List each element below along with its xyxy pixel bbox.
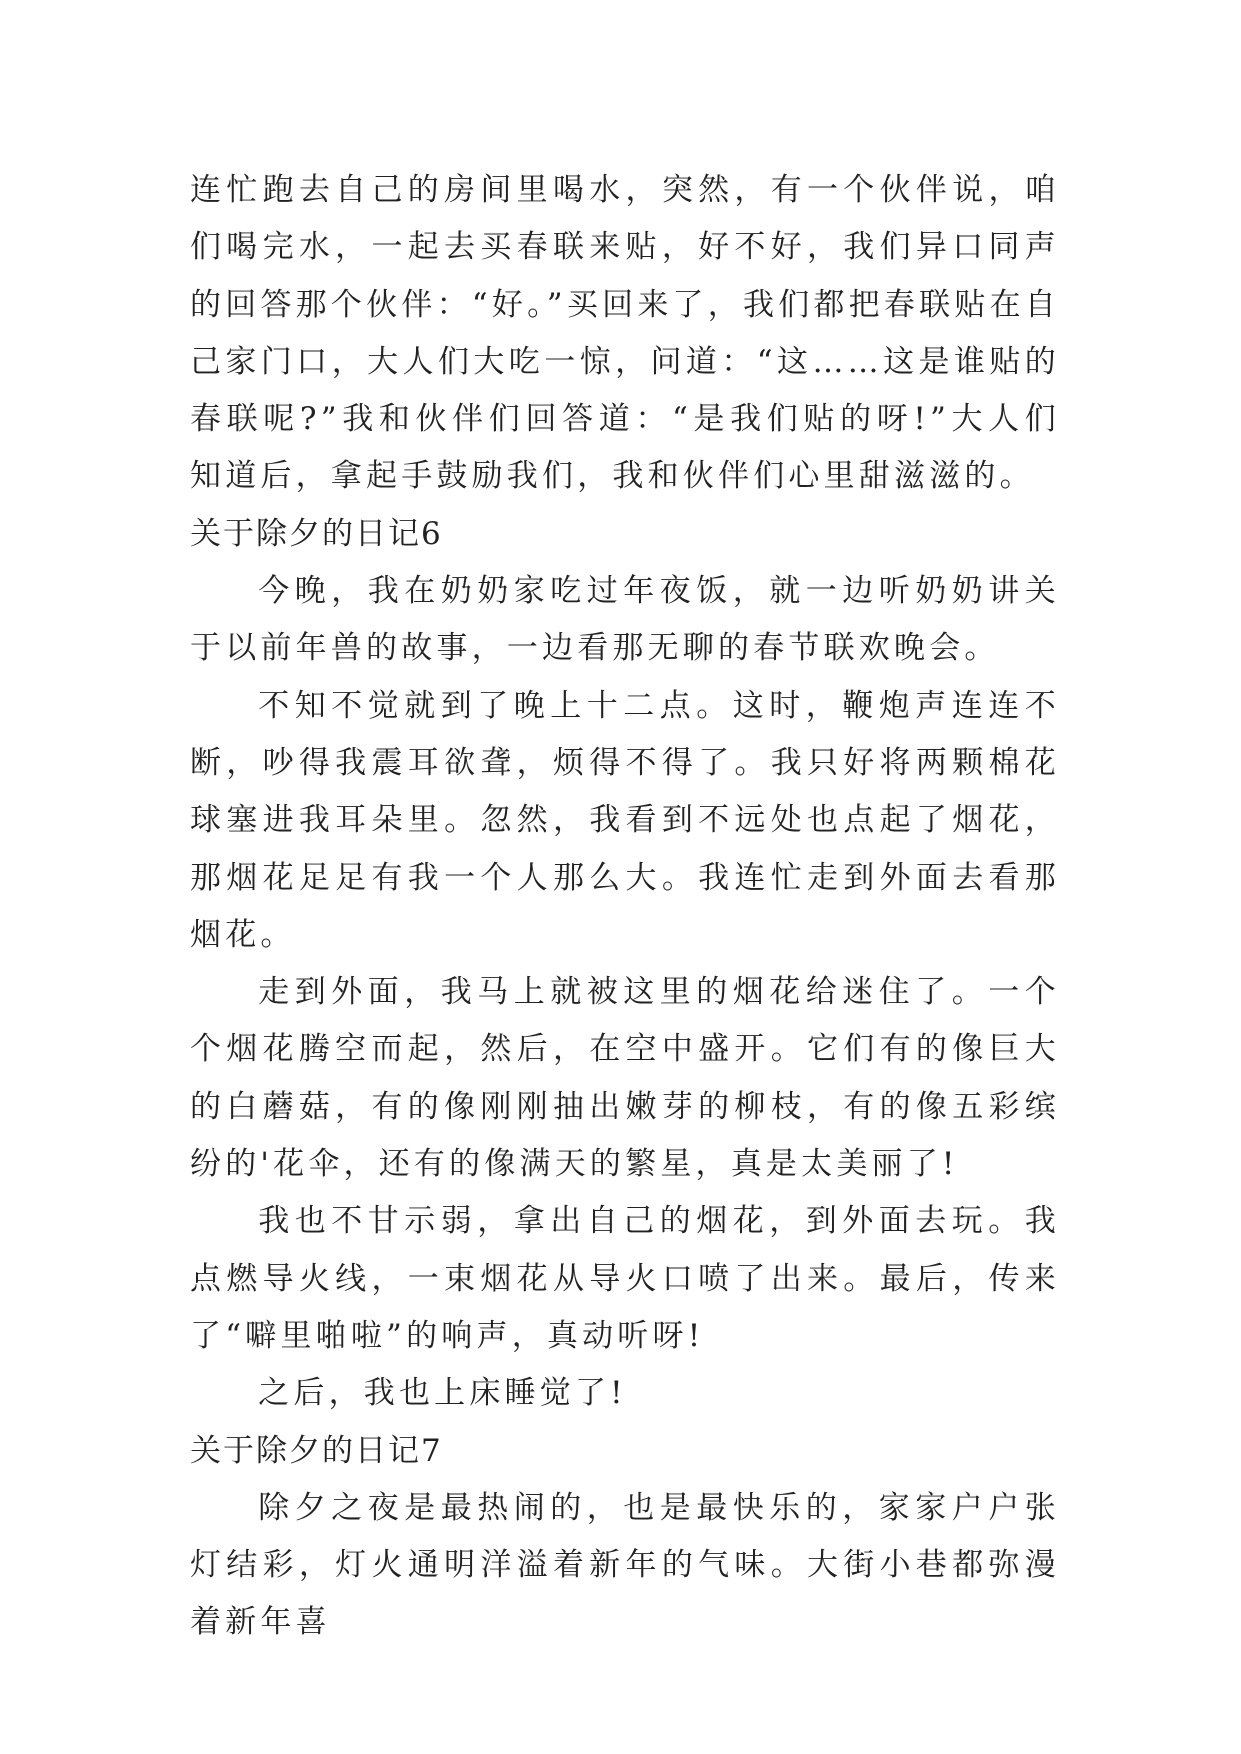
diary-heading-6: 关于除夕的日记6 <box>190 515 443 552</box>
paragraph: 之后，我也上床睡觉了! <box>258 1375 627 1412</box>
paragraph: 走到外面，我马上就被这里的烟花给迷住了。一个个烟花腾空而起，然后，在空中盛开。它们有的像巨大的白蘑菇，有的像刚刚抽出嫩芽的柳枝，有的像五彩缤纷的'花伞，还有的像满天的繁星，真是太美丽了! <box>190 974 1060 1183</box>
document-page <box>190 162 1060 1652</box>
paragraph-continued: 连忙跑去自己的房间里喝水，突然，有一个伙伴说，咱们喝完水，一起去买春联来贴，好不好，我们异口同声的回答那个伙伴：“好。”买回来了，我们都把春联贴在自己家门口，大人们大吃一惊，问道：“这……这是谁贴的春联呢?”我和伙伴们回答道：“是我们贴的呀!”大人们知道后，拿起手鼓励我们，我和伙伴们心里甜滋滋的。 <box>190 172 1060 495</box>
paragraph: 不知不觉就到了晚上十二点。这时，鞭炮声连连不断，吵得我震耳欲聋，烦得不得了。我只好将两颗棉花球塞进我耳朵里。忽然，我看到不远处也点起了烟花，那烟花足足有我一个人那么大。我连忙走到外面去看那烟花。 <box>190 687 1060 953</box>
paragraph: 今晚，我在奶奶家吃过年夜饭，就一边听奶奶讲关于以前年兽的故事，一边看那无聊的春节联欢晚会。 <box>190 573 1060 667</box>
diary-heading-7: 关于除夕的日记7 <box>190 1432 443 1469</box>
paragraph: 我也不甘示弱，拿出自己的烟花，到外面去玩。我点燃导火线，一束烟花从导火口喷了出来。最后，传来了“噼里啪啦”的响声，真动听呀! <box>190 1203 1060 1354</box>
paragraph-truncated: 除夕之夜是最热闹的，也是最快乐的，家家户户张灯结彩，灯火通明洋溢着新年的气味。大街小巷都弥漫着新年喜 <box>190 1489 1060 1641</box>
